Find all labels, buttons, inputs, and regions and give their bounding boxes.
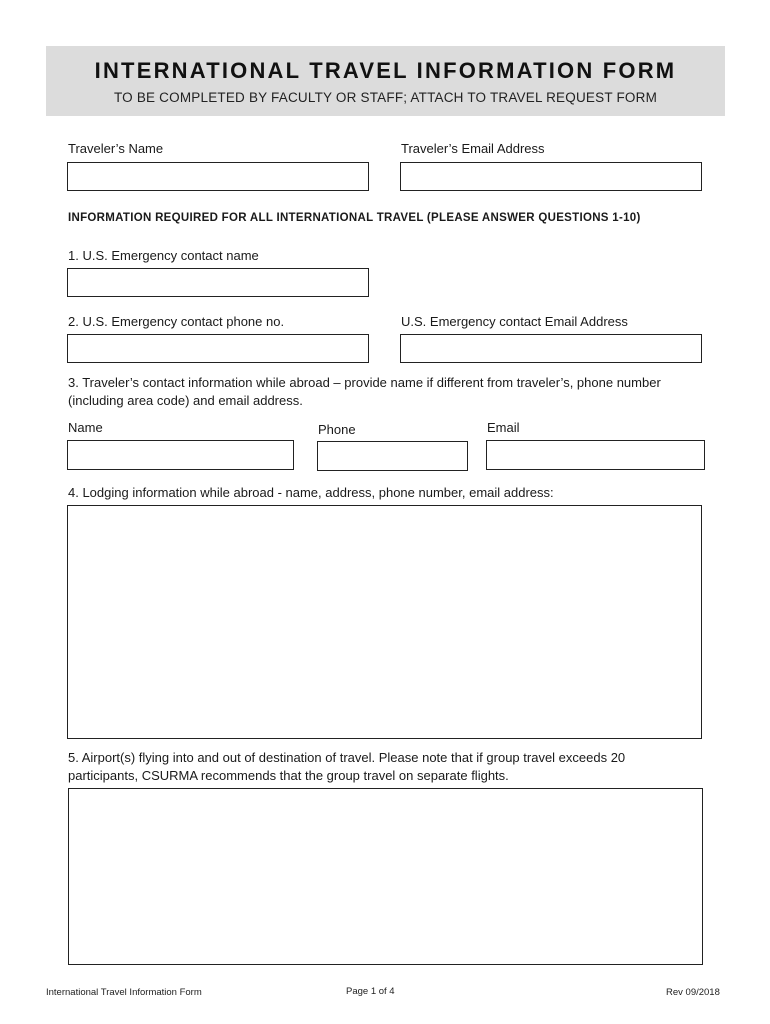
abroad-contact-name-label: Name	[68, 420, 103, 435]
form-title: INTERNATIONAL TRAVEL INFORMATION FORM	[94, 58, 677, 83]
airports-textarea[interactable]	[68, 788, 703, 965]
abroad-contact-email-label: Email	[487, 420, 520, 435]
airports-instructions: 5. Airport(s) flying into and out of destination of travel. Please note that if group travel exceeds 20 participants, CSURMA recommends that the group travel on separate flights.	[68, 750, 626, 783]
abroad-contact-phone-label: Phone	[318, 422, 356, 437]
abroad-contact-email-field[interactable]	[486, 440, 705, 470]
lodging-info-textarea[interactable]	[67, 505, 702, 739]
emergency-contact-name-label: 1. U.S. Emergency contact name	[68, 248, 259, 263]
footer-revision: Rev 09/2018	[666, 987, 720, 998]
abroad-contact-phone-field[interactable]	[317, 441, 468, 471]
traveler-email-field[interactable]	[400, 162, 702, 191]
traveler-name-field[interactable]	[67, 162, 369, 191]
emergency-contact-email-label: U.S. Emergency contact Email Address	[401, 314, 628, 329]
emergency-contact-name-field[interactable]	[67, 268, 369, 297]
abroad-contact-instructions: 3. Traveler’s contact information while abroad – provide name if different from traveler’s, phone number (including area code) and email address.	[68, 375, 661, 408]
traveler-name-label: Traveler’s Name	[68, 141, 164, 156]
form-subtitle: TO BE COMPLETED BY FACULTY OR STAFF; ATTACH TO TRAVEL REQUEST FORM	[113, 90, 658, 105]
lodging-info-label: 4. Lodging information while abroad - name, address, phone number, email address:	[68, 485, 554, 500]
emergency-contact-email-field[interactable]	[400, 334, 702, 363]
form-header	[46, 46, 725, 116]
traveler-email-label: Traveler’s Email Address	[401, 141, 545, 156]
footer-page-number: Page 1 of 4	[346, 986, 395, 997]
footer-form-name: International Travel Information Form	[46, 987, 202, 998]
emergency-contact-phone-label: 2. U.S. Emergency contact phone no.	[68, 314, 285, 329]
abroad-contact-name-field[interactable]	[67, 440, 294, 470]
section-heading: INFORMATION REQUIRED FOR ALL INTERNATIONAL TRAVEL (PLEASE ANSWER QUESTIONS 1-10)	[68, 212, 641, 224]
emergency-contact-phone-field[interactable]	[67, 334, 369, 363]
